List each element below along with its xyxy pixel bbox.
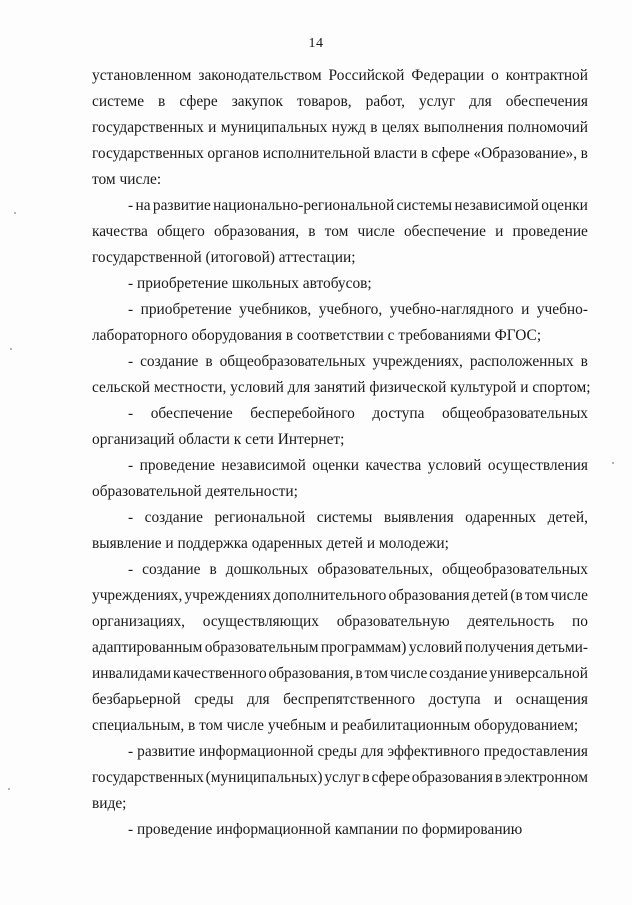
word: инвалидами	[92, 665, 172, 682]
word: оснащения	[515, 691, 588, 708]
word: создание	[144, 509, 203, 526]
word: в	[205, 353, 213, 370]
word: Российской	[328, 67, 405, 84]
word: власти	[373, 145, 418, 162]
text-line: сельской местности, условий для занятий физической культурой и спортом;	[92, 379, 591, 396]
word: общеобразовательных	[442, 405, 588, 422]
word: общеобразовательных	[441, 561, 588, 578]
word: для	[360, 743, 384, 760]
text-line	[92, 89, 588, 115]
word: учебно-наглядного	[389, 301, 514, 318]
word: независимой	[454, 197, 539, 214]
word: в	[580, 353, 588, 370]
word: о	[491, 67, 499, 84]
word: числе	[550, 587, 588, 604]
word: в	[420, 145, 428, 162]
text-line	[92, 63, 588, 89]
text-line: том числе:	[92, 171, 162, 188]
text-line	[92, 401, 588, 427]
word: системы	[396, 197, 453, 214]
text-line: специальным, в том числе учебным и реабилитационным оборудованием;	[92, 717, 579, 734]
word: государственных	[92, 145, 204, 162]
word: целях	[381, 119, 420, 136]
word: и	[521, 301, 530, 318]
word: бесперебойного	[250, 405, 355, 422]
word: -	[128, 301, 134, 318]
word: национально-региональной	[213, 197, 395, 214]
word: и	[208, 119, 217, 136]
word: -	[128, 405, 134, 422]
word: организациях,	[92, 613, 186, 630]
word: дошкольных	[225, 561, 309, 578]
word: сфере	[371, 769, 410, 786]
word: универсальной	[489, 665, 588, 682]
paragraph	[92, 297, 588, 349]
text-line: лабораторного оборудования в соответствии с требованиями ФГОС;	[92, 327, 542, 344]
text-line: выявление и поддержка одаренных детей и молодежи;	[92, 535, 449, 552]
word: исполнительной	[262, 145, 371, 162]
word: оценки	[541, 197, 588, 214]
text-line	[92, 505, 588, 531]
word: муниципальных	[220, 119, 328, 136]
word: для	[247, 691, 270, 708]
word: на	[135, 197, 151, 214]
word: установленном	[92, 67, 192, 84]
word: расположенных	[469, 353, 574, 370]
text-line	[92, 635, 588, 661]
word: учебно-	[536, 301, 588, 318]
word: беспрепятственного	[283, 691, 416, 708]
text-line	[92, 687, 588, 713]
text-line	[92, 297, 588, 323]
text-line: виде;	[92, 795, 127, 812]
word: приобретение	[140, 301, 232, 318]
word: осуществляющих	[202, 613, 319, 630]
word: образовательную	[336, 613, 450, 630]
word: предоставления	[483, 743, 588, 760]
word: создание	[142, 561, 201, 578]
word: образования	[411, 769, 493, 786]
word: деятельность	[467, 613, 555, 630]
word: Федерации	[411, 67, 485, 84]
word: в	[209, 561, 217, 578]
paragraph	[92, 739, 588, 817]
word: независимой	[221, 457, 306, 474]
word: создание	[429, 665, 488, 682]
word: государственных	[92, 769, 204, 786]
text-line	[92, 193, 588, 219]
word: в	[158, 93, 166, 110]
scan-speck	[14, 212, 16, 214]
word: и	[494, 691, 503, 708]
word: услуг	[418, 93, 456, 110]
word: электронном	[503, 769, 588, 786]
text-line: - приобретение школьных автобусов;	[128, 275, 372, 292]
word: среды	[194, 691, 234, 708]
word: развитие	[152, 197, 211, 214]
word: учреждениях,	[372, 353, 463, 370]
word: товаров,	[297, 93, 352, 110]
word: -	[128, 353, 134, 370]
word: доступа	[372, 405, 425, 422]
word: законодательством	[198, 67, 322, 84]
word: программам)	[320, 639, 407, 656]
word: сфере	[431, 145, 470, 162]
word: закупок	[231, 93, 283, 110]
word: и	[495, 223, 504, 240]
word: детей,	[547, 509, 588, 526]
word: в	[308, 223, 316, 240]
document-body	[92, 63, 591, 843]
word: учебного,	[318, 301, 383, 318]
word: образования,	[268, 665, 354, 682]
word: для	[469, 93, 492, 110]
word: -	[128, 509, 134, 526]
word: обеспечение	[403, 223, 486, 240]
word: развитие	[137, 743, 196, 760]
text-line	[92, 557, 588, 583]
word: -	[128, 197, 134, 214]
paragraph	[92, 349, 591, 401]
word: осуществления	[487, 457, 588, 474]
scan-speck	[612, 462, 614, 464]
word: среды	[317, 743, 357, 760]
word: одаренных	[465, 509, 537, 526]
word: проведение	[512, 223, 588, 240]
word: детей	[471, 587, 509, 604]
word: сфере	[179, 93, 218, 110]
word: общего	[157, 223, 205, 240]
word: в	[580, 145, 588, 162]
word: «Образование»,	[473, 145, 578, 162]
word: получения	[464, 639, 535, 656]
word: обеспечение	[150, 405, 233, 422]
word: контрактной	[505, 67, 588, 84]
word: выполнения	[423, 119, 504, 136]
word: эффективного	[387, 743, 480, 760]
word: работ,	[365, 93, 405, 110]
text-line	[92, 141, 588, 167]
word: условий	[427, 457, 482, 474]
paragraph	[92, 401, 588, 453]
word: оценки	[312, 457, 359, 474]
word: создание	[140, 353, 199, 370]
word: условий	[408, 639, 463, 656]
word: образования	[388, 587, 470, 604]
word: в	[370, 119, 378, 136]
paragraph	[92, 453, 588, 505]
scan-speck	[8, 788, 10, 790]
paragraph	[92, 557, 588, 739]
word: по	[572, 613, 588, 630]
word: качества	[92, 223, 148, 240]
word: учреждениях	[184, 587, 271, 604]
word: безбарьерной	[92, 691, 181, 708]
word: в	[362, 769, 370, 786]
word: числе	[357, 223, 395, 240]
paragraph	[92, 193, 588, 271]
word: общеобразовательных	[219, 353, 366, 370]
paragraph	[92, 505, 588, 557]
word: детьми-	[536, 639, 588, 656]
word: системе	[92, 93, 145, 110]
word: образования,	[214, 223, 300, 240]
word: государственных	[92, 119, 204, 136]
text-line: - проведение информационной кампании по формированию	[128, 821, 523, 838]
text-line: организаций области к сети Интернет;	[92, 431, 345, 448]
text-line	[92, 219, 588, 245]
text-line	[92, 453, 588, 479]
word: информационной	[199, 743, 314, 760]
word: полномочий	[507, 119, 588, 136]
text-line	[92, 609, 588, 635]
word: том	[524, 587, 549, 604]
word: качественного	[172, 665, 267, 682]
word: доступа	[428, 691, 481, 708]
word: системы	[316, 509, 373, 526]
paragraph	[92, 817, 588, 843]
page-number: 14	[308, 36, 324, 51]
text-line	[92, 349, 588, 375]
word: том	[364, 665, 389, 682]
word: -	[128, 561, 134, 578]
word: проведение	[139, 457, 215, 474]
word: адаптированным	[92, 639, 203, 656]
text-line	[92, 765, 588, 791]
word: образовательных,	[317, 561, 433, 578]
word: учреждениях,	[92, 587, 183, 604]
text-line	[92, 739, 588, 765]
word: (в	[510, 587, 523, 604]
word: дополнительного	[273, 587, 387, 604]
word: том	[324, 223, 349, 240]
word: услуг	[324, 769, 361, 786]
word: обеспечения	[505, 93, 588, 110]
scan-speck	[10, 348, 12, 350]
word: качества	[365, 457, 422, 474]
text-line	[92, 115, 588, 141]
text-line: государственной (итоговой) аттестации;	[92, 249, 356, 266]
word: -	[128, 743, 134, 760]
word: образовательным	[204, 639, 319, 656]
word: учебников,	[239, 301, 312, 318]
word: выявления	[383, 509, 454, 526]
text-line	[92, 583, 588, 609]
word: региональной	[214, 509, 306, 526]
word: числе	[389, 665, 428, 682]
word: в	[494, 769, 503, 786]
paragraph	[92, 63, 588, 193]
word: нужд	[331, 119, 366, 136]
word: в	[355, 665, 363, 682]
text-line: образовательной деятельности;	[92, 483, 298, 500]
paragraph	[92, 271, 588, 297]
text-line	[92, 661, 588, 687]
word: -	[128, 457, 134, 474]
word: (муниципальных)	[205, 769, 323, 786]
word: органов	[207, 145, 260, 162]
